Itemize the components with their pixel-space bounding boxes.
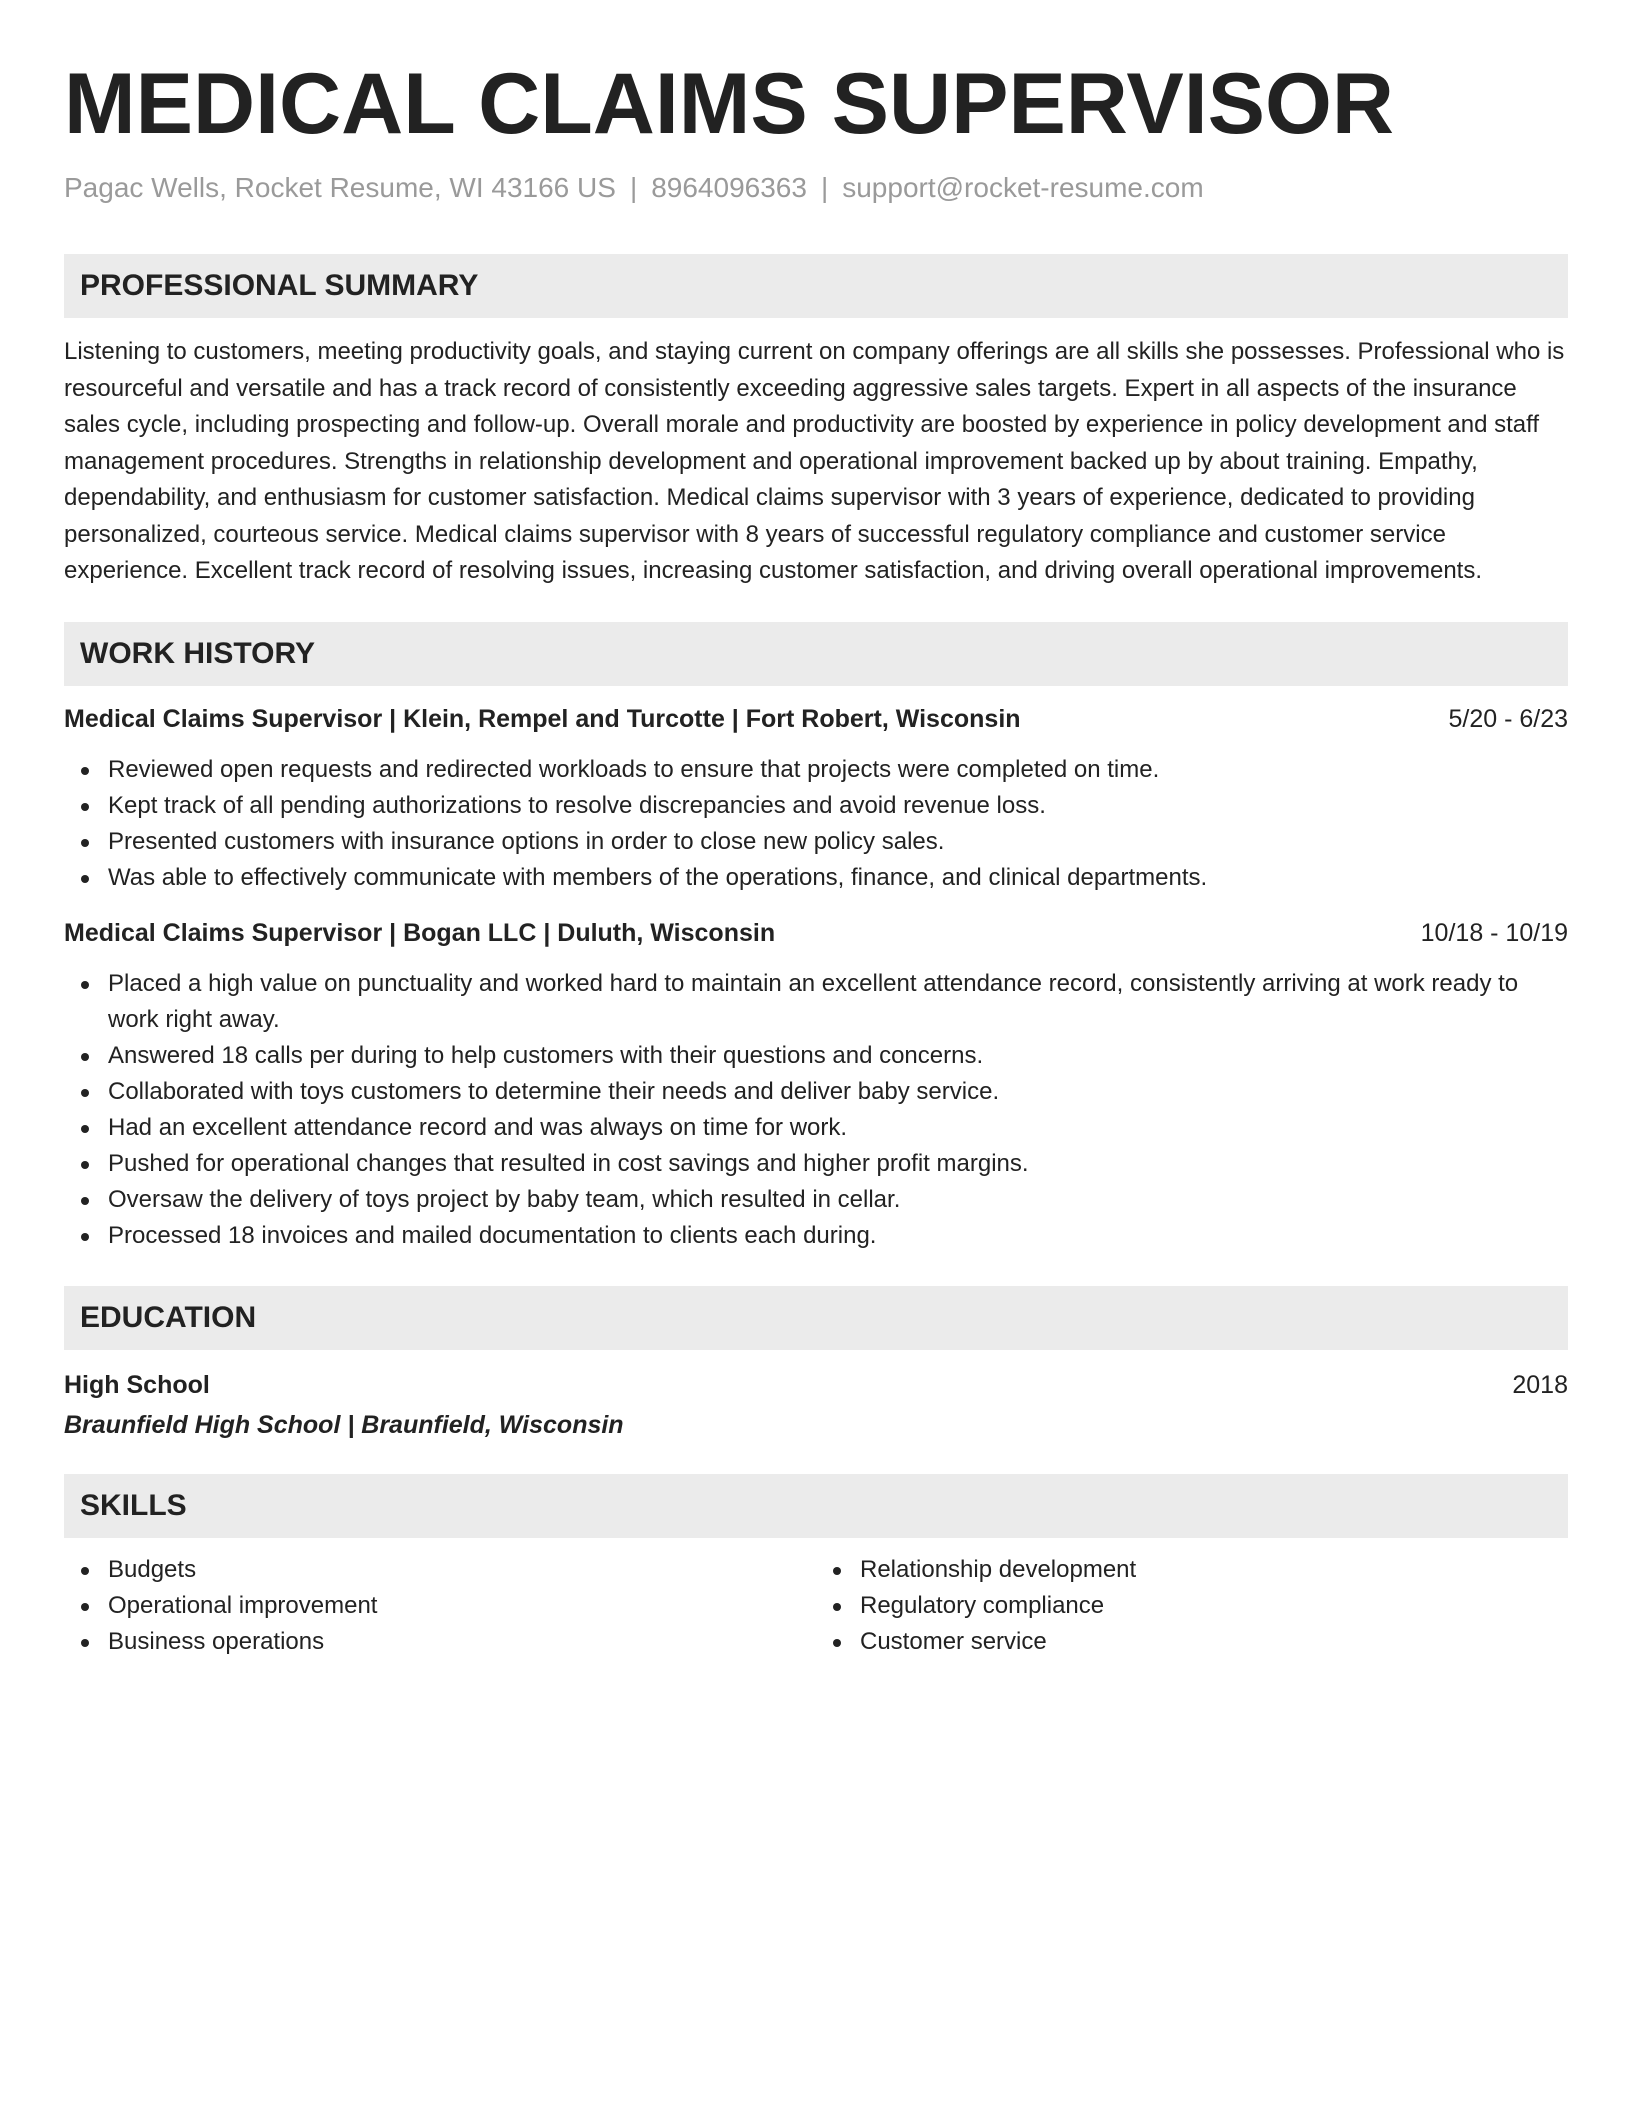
skill-item: Relationship development — [816, 1552, 1568, 1588]
education-entry — [64, 1368, 1568, 1442]
job-dates: 10/18 - 10/19 — [1420, 918, 1568, 947]
contact-address: Pagac Wells, Rocket Resume, WI 43166 US — [64, 172, 616, 203]
job-header — [64, 916, 1568, 950]
job-bullet: Pushed for operational changes that resulted in cost savings and higher profit margins. — [64, 1146, 1568, 1182]
skills-heading: SKILLS — [64, 1474, 1568, 1538]
skill-item: Business operations — [64, 1624, 816, 1660]
skills-column-left — [64, 1552, 816, 1660]
education-header — [64, 1368, 1568, 1402]
contact-phone: 8964096363 — [651, 172, 807, 203]
job-bullet: Collaborated with toys customers to determine their needs and deliver baby service. — [64, 1074, 1568, 1110]
job-bullet: Presented customers with insurance options in order to close new policy sales. — [64, 824, 1568, 860]
skill-item: Regulatory compliance — [816, 1588, 1568, 1624]
job-bullet: Oversaw the delivery of toys project by baby team, which resulted in cellar. — [64, 1182, 1568, 1218]
summary-heading: PROFESSIONAL SUMMARY — [64, 254, 1568, 318]
job-entry — [64, 916, 1568, 1254]
work-history-heading: WORK HISTORY — [64, 622, 1568, 686]
job-bullet: Was able to effectively communicate with members of the operations, finance, and clinical departments. — [64, 860, 1568, 896]
job-title: Medical Claims Supervisor | Bogan LLC | Duluth, Wisconsin — [64, 918, 776, 947]
contact-line — [64, 170, 1568, 206]
contact-separator: | — [820, 172, 829, 203]
job-bullets — [64, 752, 1568, 896]
job-bullet: Reviewed open requests and redirected workloads to ensure that projects were completed on time. — [64, 752, 1568, 788]
job-entry — [64, 702, 1568, 896]
summary-text: Listening to customers, meeting productivity goals, and staying current on company offerings are all skills she possesses. Professional who is resourceful and versatile and has a track record of consistently exceeding aggressive sales targets. Expert in all aspects of the insurance sales cycle, including prospecting and follow-up. Overall morale and productivity are boosted by experience in policy development and staff management procedures. Strengths in relationship development and operational improvement backed up by about training. Empathy, dependability, and enthusiasm for customer satisfaction. Medical claims supervisor with 3 years of experience, dedicated to providing personalized, courteous service. Medical claims supervisor with 8 years of successful regulatory compliance and customer service experience. Excellent track record of resolving issues, increasing customer satisfaction, and driving overall operational improvements. — [64, 338, 1565, 584]
contact-separator: | — [629, 172, 638, 203]
job-bullets — [64, 966, 1568, 1254]
contact-email: support@rocket-resume.com — [842, 172, 1204, 203]
job-bullet: Answered 18 calls per during to help customers with their questions and concerns. — [64, 1038, 1568, 1074]
job-title: Medical Claims Supervisor | Klein, Rempel and Turcotte | Fort Robert, Wisconsin — [64, 704, 1021, 733]
education-year: 2018 — [1512, 1370, 1568, 1399]
skills-list — [64, 1552, 1568, 1660]
job-dates: 5/20 - 6/23 — [1448, 704, 1568, 733]
job-header — [64, 702, 1568, 736]
education-heading: EDUCATION — [64, 1286, 1568, 1350]
skill-item: Customer service — [816, 1624, 1568, 1660]
resume-name: MEDICAL CLAIMS SUPERVISOR — [64, 56, 1394, 152]
education-degree: High School — [64, 1370, 210, 1399]
job-bullet: Had an excellent attendance record and was always on time for work. — [64, 1110, 1568, 1146]
skills-column-right — [816, 1552, 1568, 1660]
job-bullet: Processed 18 invoices and mailed documentation to clients each during. — [64, 1218, 1568, 1254]
job-bullet: Placed a high value on punctuality and worked hard to maintain an excellent attendance record, consistently arriving at work ready to work right away. — [64, 966, 1568, 1038]
job-bullet: Kept track of all pending authorizations to resolve discrepancies and avoid revenue loss. — [64, 788, 1568, 824]
education-school: Braunfield High School | Braunfield, Wisconsin — [64, 1410, 624, 1439]
skill-item: Operational improvement — [64, 1588, 816, 1624]
skill-item: Budgets — [64, 1552, 816, 1588]
